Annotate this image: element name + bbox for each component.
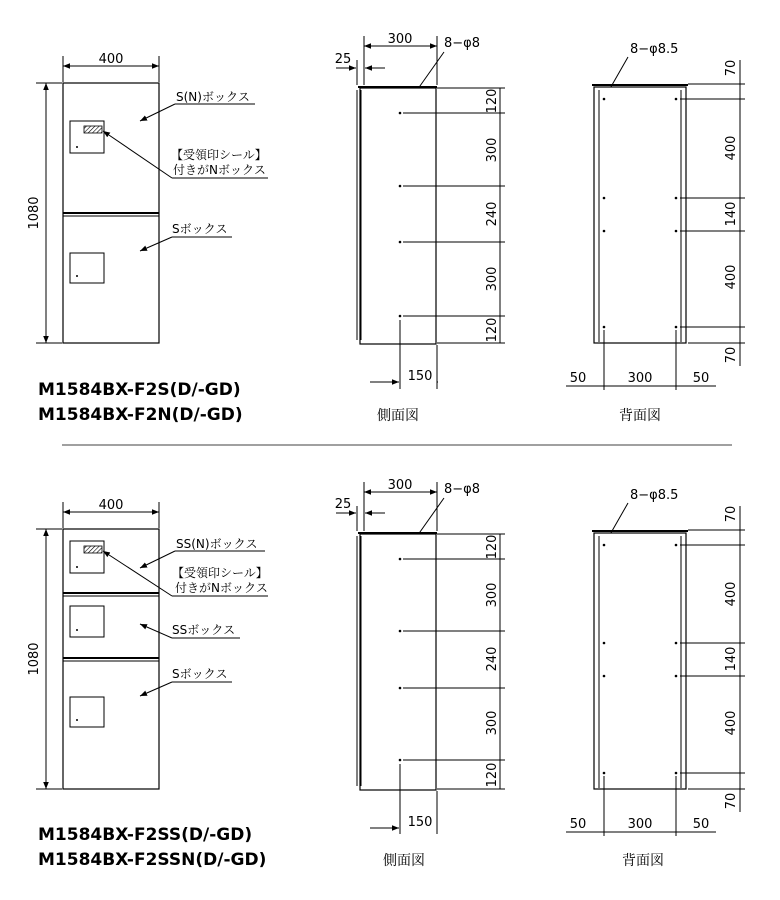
back-spacing: 140 <box>724 201 739 227</box>
side-spacing: 120 <box>485 317 500 343</box>
back-spacing: 400 <box>724 264 739 290</box>
label-ss-box: SSボックス <box>172 623 236 637</box>
side-mount-hole <box>399 759 402 762</box>
side-mount-hole <box>399 185 402 188</box>
back-mount-hole <box>603 675 606 678</box>
back-spacing: 70 <box>724 346 739 364</box>
side-top-width-dim: 300 <box>387 478 413 493</box>
side-spacing: 120 <box>485 762 500 788</box>
back-mount-hole <box>603 772 606 775</box>
label-receipt-seal: 【受領印シール】 <box>172 566 268 580</box>
side-holes-label: 8−φ8 <box>444 36 481 51</box>
front-width-dim: 400 <box>98 52 124 67</box>
receipt-seal-sticker <box>84 546 102 553</box>
model-name-1: M1584BX-F2S(D/-GD) <box>38 380 241 400</box>
side-spacing: 300 <box>485 137 500 163</box>
back-cabinet-outline <box>594 533 686 789</box>
side-view-caption: 側面図 <box>383 853 425 869</box>
label-sn-box: S(N)ボックス <box>176 90 250 104</box>
receipt-seal-sticker <box>84 126 102 133</box>
side-mount-hole <box>399 630 402 633</box>
back-mount-hole <box>603 642 606 645</box>
side-holes-label: 8−φ8 <box>444 482 481 497</box>
back-bottom-dim: 50 <box>692 371 710 386</box>
side-offset-dim: 25 <box>334 497 352 512</box>
back-mount-hole <box>675 230 678 233</box>
side-mount-hole <box>399 315 402 318</box>
side-view-caption: 側面図 <box>377 408 419 424</box>
back-mount-hole <box>675 772 678 775</box>
back-bottom-dim: 300 <box>627 817 653 832</box>
model-name-4: M1584BX-F2SSN(D/-GD) <box>38 850 267 870</box>
back-spacing: 70 <box>724 59 739 77</box>
back-bottom-dim: 300 <box>627 371 653 386</box>
back-spacing: 400 <box>724 135 739 161</box>
front-height-dim: 1080 <box>27 196 42 230</box>
back-spacing: 140 <box>724 646 739 672</box>
side-mount-hole <box>399 112 402 115</box>
side-top-width-dim: 300 <box>387 32 413 47</box>
label-n-box: 付きがNボックス <box>175 581 268 595</box>
side-bottom-dim: 150 <box>407 369 433 384</box>
back-bottom-dim: 50 <box>692 817 710 832</box>
back-view-caption: 背面図 <box>619 408 661 424</box>
side-view-1 <box>335 32 505 424</box>
back-view-2 <box>566 488 745 869</box>
side-spacing: 120 <box>485 534 500 560</box>
side-bottom-dim: 150 <box>407 815 433 830</box>
side-cabinet-outline <box>360 534 436 790</box>
back-spacing: 400 <box>724 581 739 607</box>
section-2 <box>27 478 745 870</box>
side-spacing: 120 <box>485 88 500 114</box>
back-mount-hole <box>675 675 678 678</box>
side-mount-hole <box>399 687 402 690</box>
back-holes-label: 8−φ8.5 <box>630 488 679 503</box>
side-offset-dim: 25 <box>334 52 352 67</box>
side-spacing: 240 <box>485 646 500 672</box>
side-spacing: 240 <box>485 201 500 227</box>
back-mount-hole <box>675 642 678 645</box>
back-spacing: 70 <box>724 792 739 810</box>
back-spacing: 70 <box>724 505 739 523</box>
back-mount-hole <box>603 197 606 200</box>
back-mount-hole <box>675 544 678 547</box>
front-height-dim: 1080 <box>27 642 42 676</box>
side-spacing: 300 <box>485 710 500 736</box>
side-spacing: 300 <box>485 582 500 608</box>
label-s-box: Sボックス <box>172 667 228 681</box>
label-s-box: Sボックス <box>172 222 228 236</box>
back-mount-hole <box>603 544 606 547</box>
front-view-1 <box>27 52 268 343</box>
section-1 <box>27 32 745 425</box>
back-mount-hole <box>603 98 606 101</box>
side-spacing: 300 <box>485 266 500 292</box>
back-spacing: 400 <box>724 710 739 736</box>
label-n-box: 付きがNボックス <box>173 163 266 177</box>
side-mount-hole <box>399 241 402 244</box>
back-mount-hole <box>675 326 678 329</box>
side-view-2 <box>335 478 505 869</box>
front-width-dim: 400 <box>98 498 124 513</box>
back-view-caption: 背面図 <box>622 853 664 869</box>
side-cabinet-outline <box>360 88 436 344</box>
back-mount-hole <box>603 326 606 329</box>
front-view-2 <box>27 498 268 789</box>
back-holes-label: 8−φ8.5 <box>630 42 679 57</box>
back-mount-hole <box>603 230 606 233</box>
label-receipt-seal: 【受領印シール】 <box>171 148 267 162</box>
back-mount-hole <box>675 98 678 101</box>
back-cabinet-outline <box>594 87 686 343</box>
back-bottom-dim: 50 <box>569 817 587 832</box>
model-name-3: M1584BX-F2SS(D/-GD) <box>38 825 253 845</box>
back-bottom-dim: 50 <box>569 371 587 386</box>
side-mount-hole <box>399 558 402 561</box>
back-mount-hole <box>675 197 678 200</box>
model-name-2: M1584BX-F2N(D/-GD) <box>38 405 243 425</box>
back-view-1 <box>566 42 745 424</box>
label-ssn-box: SS(N)ボックス <box>176 537 258 551</box>
